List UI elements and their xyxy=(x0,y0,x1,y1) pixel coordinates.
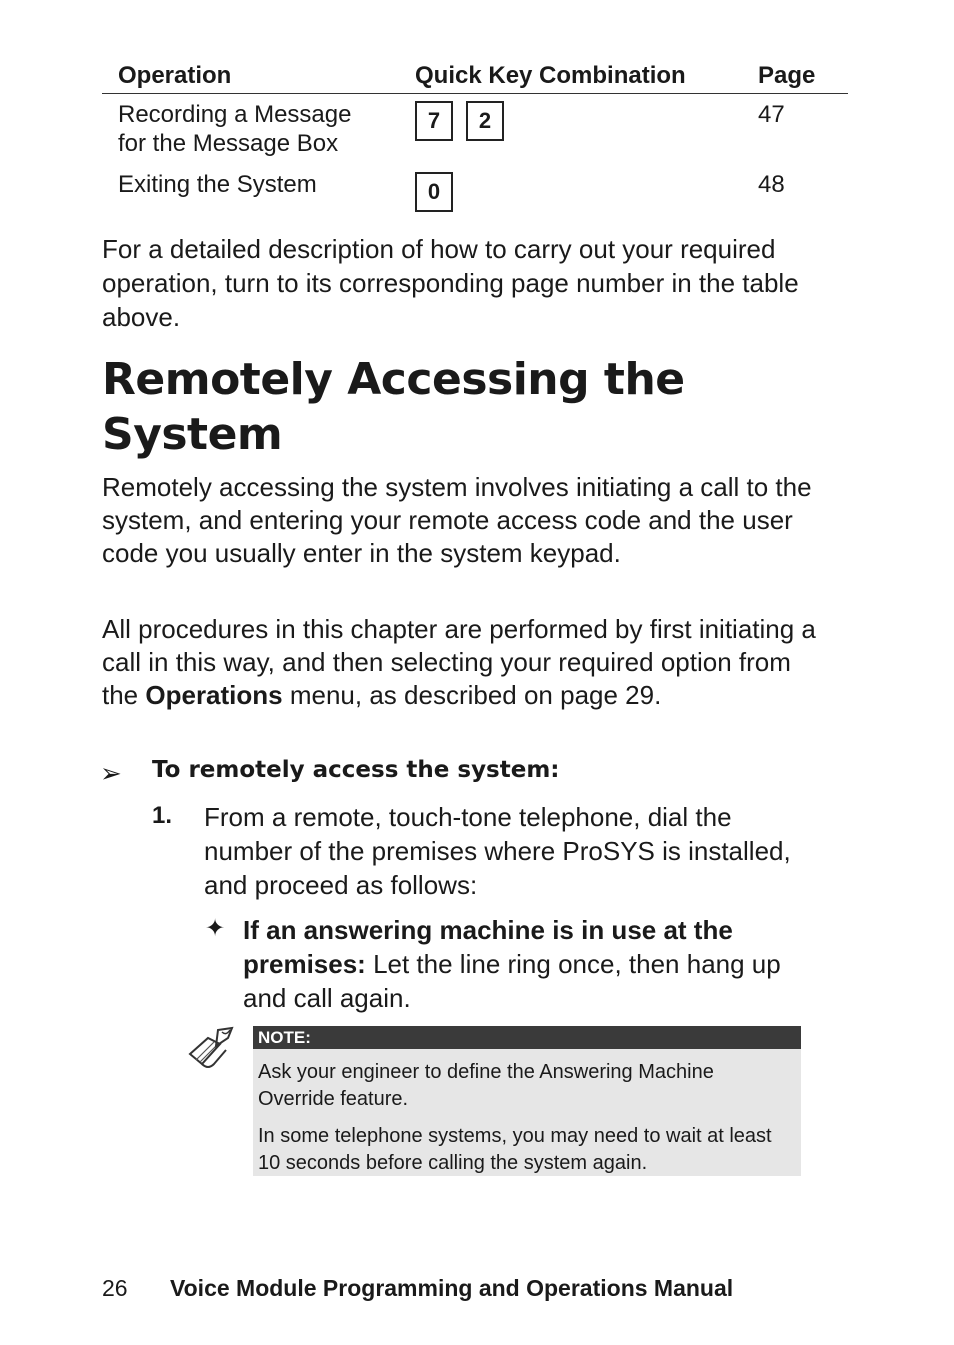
procedure-arrow-icon: ➢ xyxy=(100,758,122,788)
table-row-1-operation xyxy=(118,100,351,158)
operations-menu-term: Operations xyxy=(145,680,283,710)
quick-key-7: 7 xyxy=(415,101,453,141)
bullet-star-icon: ✦ xyxy=(205,915,226,942)
section-paragraph-2: All procedures in this chapter are performed by first initiating a call in this way, and then selecting your required option from the Operations menu, as described on page 29. xyxy=(102,614,816,710)
section-heading-line: System xyxy=(102,409,283,460)
footer-manual-title: Voice Module Programming and Operations Manual xyxy=(170,1275,734,1301)
intro-paragraph: For a detailed description of how to carry out your required operation, turn to its corresponding page number in the table above. xyxy=(102,234,799,332)
step-text: From a remote, touch-tone telephone, dial the number of the premises where ProSYS is installed, and proceed as follows: xyxy=(204,802,791,900)
quick-key-0: 0 xyxy=(415,172,453,212)
note-paragraph-2: In some telephone systems, you may need to wait at least 10 seconds before calling the system again. xyxy=(258,1125,772,1174)
procedure-title: To remotely access the system: xyxy=(152,757,560,783)
section-paragraph-1: Remotely accessing the system involves initiating a call to the system, and entering your remote access code and the user code you usually enter in the system keypad. xyxy=(102,472,812,568)
section-heading xyxy=(102,352,822,462)
bullet-text: If an answering machine is in use at the premises: Let the line ring once, then hang up and call again. xyxy=(243,915,781,1013)
note-heading: NOTE: xyxy=(253,1026,801,1049)
table-row-1-page: 47 xyxy=(758,101,785,128)
table-header-page: Page xyxy=(758,62,816,89)
table-row-2-operation: Exiting the System xyxy=(118,171,317,198)
table-header-rule xyxy=(102,93,848,94)
step-number: 1. xyxy=(152,802,173,829)
table-header-quick-key: Quick Key Combination xyxy=(415,62,686,89)
table-row-2-page: 48 xyxy=(758,171,785,198)
table-header-operation: Operation xyxy=(118,62,232,89)
bullet-condition: If an answering machine is in use at the premises: xyxy=(243,915,733,979)
quick-key-2: 2 xyxy=(466,101,504,141)
footer-page-number: 26 xyxy=(102,1275,128,1301)
note-paragraph-1: Ask your engineer to define the Answering Machine Override feature. xyxy=(258,1061,714,1110)
note-pencil-icon xyxy=(186,1024,238,1072)
table-cell-text: for the Message Box xyxy=(118,130,339,157)
table-cell-text: Recording a Message xyxy=(118,101,352,128)
section-heading-line: Remotely Accessing the xyxy=(102,354,685,405)
